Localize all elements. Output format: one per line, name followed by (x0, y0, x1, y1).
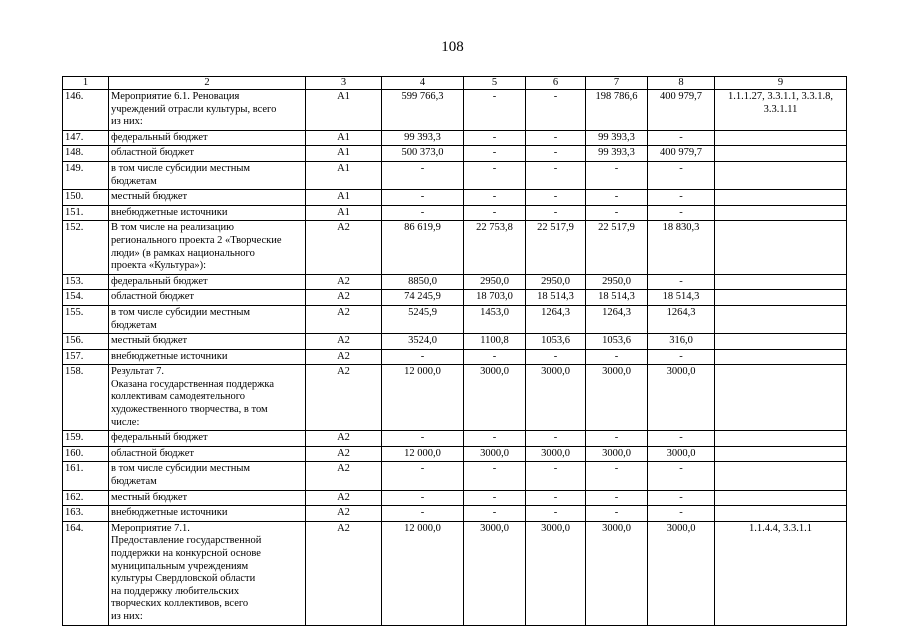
row-name-cell: местный бюджет (109, 490, 306, 506)
value-col4-cell: 5245,9 (382, 305, 464, 333)
table-row (63, 431, 847, 447)
table-row (63, 446, 847, 462)
reference-cell (715, 446, 847, 462)
value-col4-cell: 74 245,9 (382, 290, 464, 306)
code-cell: А1 (306, 130, 382, 146)
value-col8-cell: 18 830,3 (648, 221, 715, 274)
row-number-cell: 148. (63, 146, 109, 162)
value-col6-cell: - (526, 130, 586, 146)
reference-cell (715, 506, 847, 522)
value-col6-cell: 18 514,3 (526, 290, 586, 306)
table-row (63, 305, 847, 333)
code-cell: А2 (306, 506, 382, 522)
row-name-cell: областной бюджет (109, 446, 306, 462)
column-header: 4 (382, 77, 464, 90)
row-number-cell: 163. (63, 506, 109, 522)
row-number-cell: 146. (63, 90, 109, 131)
page-number: 108 (441, 39, 464, 55)
value-col5-cell: - (464, 462, 526, 490)
value-col6-cell: 22 517,9 (526, 221, 586, 274)
value-col5-cell: - (464, 431, 526, 447)
code-cell: А2 (306, 274, 382, 290)
column-header: 2 (109, 77, 306, 90)
code-cell: А2 (306, 431, 382, 447)
value-col8-cell: 1264,3 (648, 305, 715, 333)
reference-cell (715, 221, 847, 274)
row-number-cell: 155. (63, 305, 109, 333)
value-col8-cell: - (648, 462, 715, 490)
value-col7-cell: 22 517,9 (586, 221, 648, 274)
row-number-cell: 164. (63, 521, 109, 625)
value-col4-cell: 8850,0 (382, 274, 464, 290)
value-col6-cell: - (526, 462, 586, 490)
reference-cell (715, 205, 847, 221)
code-cell: А2 (306, 490, 382, 506)
value-col8-cell: - (648, 431, 715, 447)
row-name-cell: федеральный бюджет (109, 274, 306, 290)
table-row (63, 130, 847, 146)
column-header: 8 (648, 77, 715, 90)
value-col5-cell: - (464, 506, 526, 522)
value-col8-cell: 400 979,7 (648, 146, 715, 162)
row-name-cell: в том числе субсидии местным бюджетам (109, 305, 306, 333)
value-col4-cell: 12 000,0 (382, 446, 464, 462)
row-name-cell: в том числе субсидии местным бюджетам (109, 462, 306, 490)
column-header: 5 (464, 77, 526, 90)
value-col7-cell: 198 786,6 (586, 90, 648, 131)
value-col7-cell: 99 393,3 (586, 146, 648, 162)
table-row (63, 349, 847, 365)
table-row (63, 161, 847, 189)
header-row (63, 77, 847, 90)
code-cell: А2 (306, 305, 382, 333)
value-col7-cell: 3000,0 (586, 365, 648, 431)
row-number-cell: 159. (63, 431, 109, 447)
table-row (63, 190, 847, 206)
value-col5-cell: - (464, 190, 526, 206)
value-col6-cell: 1053,6 (526, 334, 586, 350)
value-col5-cell: - (464, 205, 526, 221)
value-col8-cell: - (648, 349, 715, 365)
row-number-cell: 150. (63, 190, 109, 206)
table-row (63, 521, 847, 625)
value-col6-cell: 1264,3 (526, 305, 586, 333)
code-cell: А2 (306, 365, 382, 431)
code-cell: А2 (306, 462, 382, 490)
column-header: 3 (306, 77, 382, 90)
value-col6-cell: - (526, 431, 586, 447)
value-col5-cell: - (464, 349, 526, 365)
value-col7-cell: 99 393,3 (586, 130, 648, 146)
code-cell: А2 (306, 290, 382, 306)
row-number-cell: 151. (63, 205, 109, 221)
value-col6-cell: - (526, 506, 586, 522)
column-header: 6 (526, 77, 586, 90)
value-col6-cell: 3000,0 (526, 365, 586, 431)
value-col4-cell: 12 000,0 (382, 365, 464, 431)
value-col6-cell: - (526, 205, 586, 221)
value-col8-cell: 400 979,7 (648, 90, 715, 131)
value-col4-cell: - (382, 431, 464, 447)
value-col4-cell: 599 766,3 (382, 90, 464, 131)
value-col8-cell: 316,0 (648, 334, 715, 350)
value-col8-cell: - (648, 205, 715, 221)
value-col4-cell: 500 373,0 (382, 146, 464, 162)
row-name-cell: Результат 7. Оказана государственная поддержка коллективам самодеятельного художественного творчества, в том числе: (109, 365, 306, 431)
row-name-cell: областной бюджет (109, 146, 306, 162)
value-col5-cell: 22 753,8 (464, 221, 526, 274)
value-col6-cell: - (526, 161, 586, 189)
row-number-cell: 154. (63, 290, 109, 306)
reference-cell (715, 365, 847, 431)
row-name-cell: В том числе на реализацию регионального проекта 2 «Творческие люди» (в рамках национального проекта «Культура»): (109, 221, 306, 274)
table-row (63, 221, 847, 274)
reference-cell (715, 146, 847, 162)
code-cell: А2 (306, 334, 382, 350)
column-header: 1 (63, 77, 109, 90)
value-col5-cell: - (464, 90, 526, 131)
value-col6-cell: 2950,0 (526, 274, 586, 290)
value-col8-cell: - (648, 274, 715, 290)
row-name-cell: внебюджетные источники (109, 349, 306, 365)
value-col4-cell: - (382, 190, 464, 206)
code-cell: А1 (306, 190, 382, 206)
value-col7-cell: - (586, 349, 648, 365)
row-name-cell: внебюджетные источники (109, 205, 306, 221)
row-name-cell: областной бюджет (109, 290, 306, 306)
value-col7-cell: 18 514,3 (586, 290, 648, 306)
value-col7-cell: - (586, 431, 648, 447)
value-col7-cell: - (586, 205, 648, 221)
reference-cell (715, 490, 847, 506)
value-col8-cell: - (648, 490, 715, 506)
value-col6-cell: 3000,0 (526, 446, 586, 462)
table-row (63, 365, 847, 431)
table-row (63, 274, 847, 290)
value-col7-cell: - (586, 161, 648, 189)
value-col4-cell: 12 000,0 (382, 521, 464, 625)
value-col6-cell: - (526, 146, 586, 162)
reference-cell (715, 274, 847, 290)
value-col8-cell: 18 514,3 (648, 290, 715, 306)
reference-cell (715, 130, 847, 146)
reference-cell: 1.1.1.27, 3.3.1.1, 3.3.1.8, 3.3.1.11 (715, 90, 847, 131)
value-col4-cell: 3524,0 (382, 334, 464, 350)
table-row (63, 146, 847, 162)
value-col5-cell: - (464, 490, 526, 506)
value-col6-cell: 3000,0 (526, 521, 586, 625)
value-col7-cell: 1264,3 (586, 305, 648, 333)
row-name-cell: федеральный бюджет (109, 130, 306, 146)
value-col8-cell: - (648, 506, 715, 522)
table-row (63, 462, 847, 490)
code-cell: А2 (306, 446, 382, 462)
value-col8-cell: - (648, 130, 715, 146)
reference-cell (715, 431, 847, 447)
reference-cell (715, 462, 847, 490)
reference-cell (715, 290, 847, 306)
row-number-cell: 153. (63, 274, 109, 290)
value-col4-cell: - (382, 205, 464, 221)
value-col7-cell: - (586, 190, 648, 206)
row-number-cell: 156. (63, 334, 109, 350)
value-col4-cell: - (382, 490, 464, 506)
code-cell: А2 (306, 221, 382, 274)
code-cell: А1 (306, 146, 382, 162)
row-number-cell: 147. (63, 130, 109, 146)
value-col6-cell: - (526, 90, 586, 131)
code-cell: А2 (306, 521, 382, 625)
row-name-cell: федеральный бюджет (109, 431, 306, 447)
code-cell: А2 (306, 349, 382, 365)
value-col4-cell: 86 619,9 (382, 221, 464, 274)
value-col4-cell: - (382, 506, 464, 522)
row-number-cell: 149. (63, 161, 109, 189)
value-col5-cell: 3000,0 (464, 365, 526, 431)
value-col4-cell: - (382, 161, 464, 189)
value-col5-cell: 18 703,0 (464, 290, 526, 306)
value-col8-cell: 3000,0 (648, 521, 715, 625)
value-col4-cell: - (382, 462, 464, 490)
code-cell: А1 (306, 205, 382, 221)
row-name-cell: в том числе субсидии местным бюджетам (109, 161, 306, 189)
code-cell: А1 (306, 161, 382, 189)
table-row (63, 90, 847, 131)
value-col5-cell: - (464, 146, 526, 162)
value-col7-cell: - (586, 462, 648, 490)
budget-table (62, 76, 847, 626)
row-number-cell: 158. (63, 365, 109, 431)
column-header: 9 (715, 77, 847, 90)
row-number-cell: 162. (63, 490, 109, 506)
reference-cell (715, 190, 847, 206)
value-col6-cell: - (526, 349, 586, 365)
column-header: 7 (586, 77, 648, 90)
value-col4-cell: 99 393,3 (382, 130, 464, 146)
value-col7-cell: 3000,0 (586, 446, 648, 462)
code-cell: А1 (306, 90, 382, 131)
row-number-cell: 161. (63, 462, 109, 490)
value-col8-cell: - (648, 161, 715, 189)
value-col7-cell: - (586, 490, 648, 506)
value-col7-cell: 1053,6 (586, 334, 648, 350)
value-col6-cell: - (526, 490, 586, 506)
value-col4-cell: - (382, 349, 464, 365)
row-name-cell: Мероприятие 7.1. Предоставление государственной поддержки на конкурсной основе муниципальным учреждениям культуры Свердловской области на поддержку любительских творческих коллективов, всего из них: (109, 521, 306, 625)
value-col8-cell: 3000,0 (648, 365, 715, 431)
reference-cell: 1.1.4.4, 3.3.1.1 (715, 521, 847, 625)
row-name-cell: Мероприятие 6.1. Реновация учреждений отрасли культуры, всего из них: (109, 90, 306, 131)
row-name-cell: местный бюджет (109, 190, 306, 206)
value-col5-cell: 3000,0 (464, 521, 526, 625)
table-row (63, 290, 847, 306)
row-name-cell: местный бюджет (109, 334, 306, 350)
table-row (63, 334, 847, 350)
row-number-cell: 160. (63, 446, 109, 462)
value-col8-cell: - (648, 190, 715, 206)
reference-cell (715, 305, 847, 333)
value-col7-cell: 2950,0 (586, 274, 648, 290)
value-col5-cell: 2950,0 (464, 274, 526, 290)
table-row (63, 490, 847, 506)
value-col7-cell: - (586, 506, 648, 522)
reference-cell (715, 161, 847, 189)
value-col7-cell: 3000,0 (586, 521, 648, 625)
row-number-cell: 152. (63, 221, 109, 274)
table-row (63, 506, 847, 522)
table-row (63, 205, 847, 221)
value-col6-cell: - (526, 190, 586, 206)
value-col5-cell: 3000,0 (464, 446, 526, 462)
value-col5-cell: - (464, 161, 526, 189)
reference-cell (715, 349, 847, 365)
value-col5-cell: - (464, 130, 526, 146)
value-col8-cell: 3000,0 (648, 446, 715, 462)
row-name-cell: внебюджетные источники (109, 506, 306, 522)
value-col5-cell: 1453,0 (464, 305, 526, 333)
row-number-cell: 157. (63, 349, 109, 365)
reference-cell (715, 334, 847, 350)
value-col5-cell: 1100,8 (464, 334, 526, 350)
